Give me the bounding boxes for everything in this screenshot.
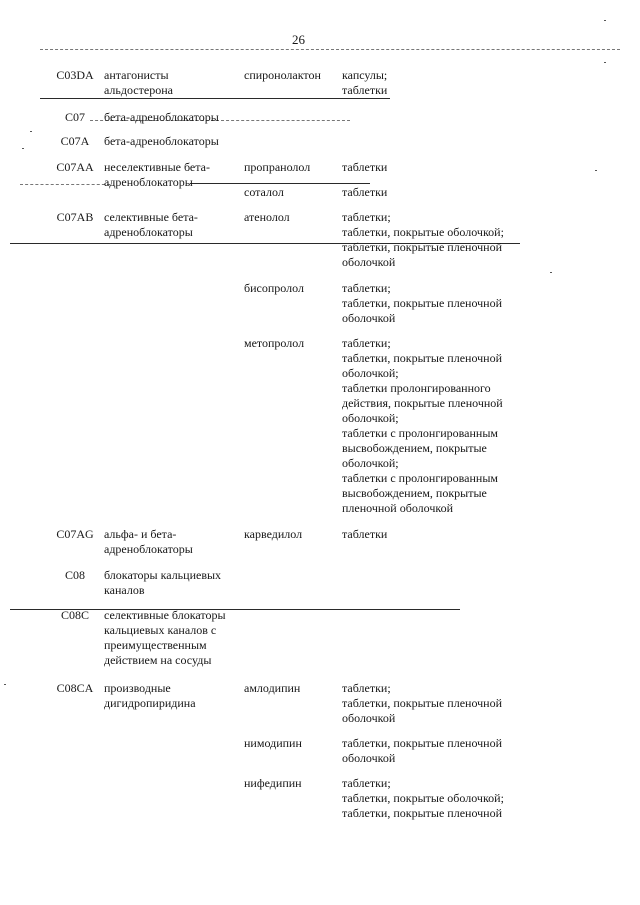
atc-code: C08 (64, 568, 85, 582)
drug-name: нифедипин (244, 776, 302, 790)
scan-speck (30, 131, 32, 132)
atc-code: C07AB (56, 210, 94, 224)
scan-speck (604, 20, 606, 21)
atc-code: C07A (60, 134, 90, 148)
atc-code: C08CA (56, 681, 94, 695)
atc-code: C07AA (56, 160, 94, 174)
row-divider (40, 98, 390, 99)
drug-name: пропранолол (244, 160, 311, 174)
scan-speck (550, 272, 552, 273)
atc-code: C08C (60, 608, 89, 622)
group-name: антагонисты альдостерона (104, 68, 173, 97)
drug-name: соталол (244, 185, 284, 199)
atc-code: C07AG (56, 527, 94, 541)
drug-name: атенолол (244, 210, 290, 224)
drug-name: спиронолактон (244, 68, 321, 82)
group-name: селективные бета- адреноблокаторы (104, 210, 198, 239)
header-rule (40, 49, 620, 50)
drug-name: метопролол (244, 336, 305, 350)
atc-code: C07 (64, 110, 85, 124)
drug-name: нимодипин (244, 736, 302, 750)
drug-name: амлодипин (244, 681, 301, 695)
dosage-form: таблетки, покрытые пленочной оболочкой (342, 736, 503, 765)
dosage-form: таблетки; таблетки, покрытые пленочной оболочкой (342, 681, 503, 725)
dosage-form: таблетки (342, 185, 388, 199)
group-name: селективные блокаторы кальциевых каналов с преимущественным действием на сосуды (104, 608, 226, 667)
dosage-form: таблетки; таблетки, покрытые пленочной оболочкой; таблетки пролонгированного действия, покрытые пленочной оболочкой; таблетки с пролонгированным высвобождением, покрытые оболочкой; таблетки с пролонгированным высвобождением, покрытые пленочной оболочкой (342, 336, 503, 515)
scan-speck (4, 684, 6, 685)
dosage-form: капсулы; таблетки (342, 68, 388, 97)
dosage-form: таблетки (342, 160, 388, 174)
group-name: неселективные бета- адреноблокаторы (104, 160, 210, 189)
scan-speck (604, 62, 606, 63)
group-name: блокаторы кальциевых каналов (104, 568, 222, 597)
dosage-form: таблетки; таблетки, покрытые пленочной оболочкой (342, 281, 503, 325)
atc-code: C03DA (56, 68, 94, 82)
dosage-form: таблетки; таблетки, покрытые оболочкой; таблетки, покрытые пленочной (342, 776, 504, 820)
dosage-form: таблетки (342, 527, 388, 541)
group-name: производные дигидропиридина (104, 681, 196, 710)
drug-name: карведилол (244, 527, 303, 541)
dosage-form: таблетки; таблетки, покрытые оболочкой; таблетки, покрытые пленочной оболочкой (342, 210, 504, 269)
group-name: альфа- и бета- адреноблокаторы (104, 527, 193, 556)
drug-name: бисопролол (244, 281, 304, 295)
scan-speck (22, 148, 24, 149)
page-number: 26 (292, 32, 305, 47)
row-divider (20, 184, 110, 185)
group-name: бета-адреноблокаторы (104, 110, 219, 124)
group-name: бета-адреноблокаторы (104, 134, 219, 148)
